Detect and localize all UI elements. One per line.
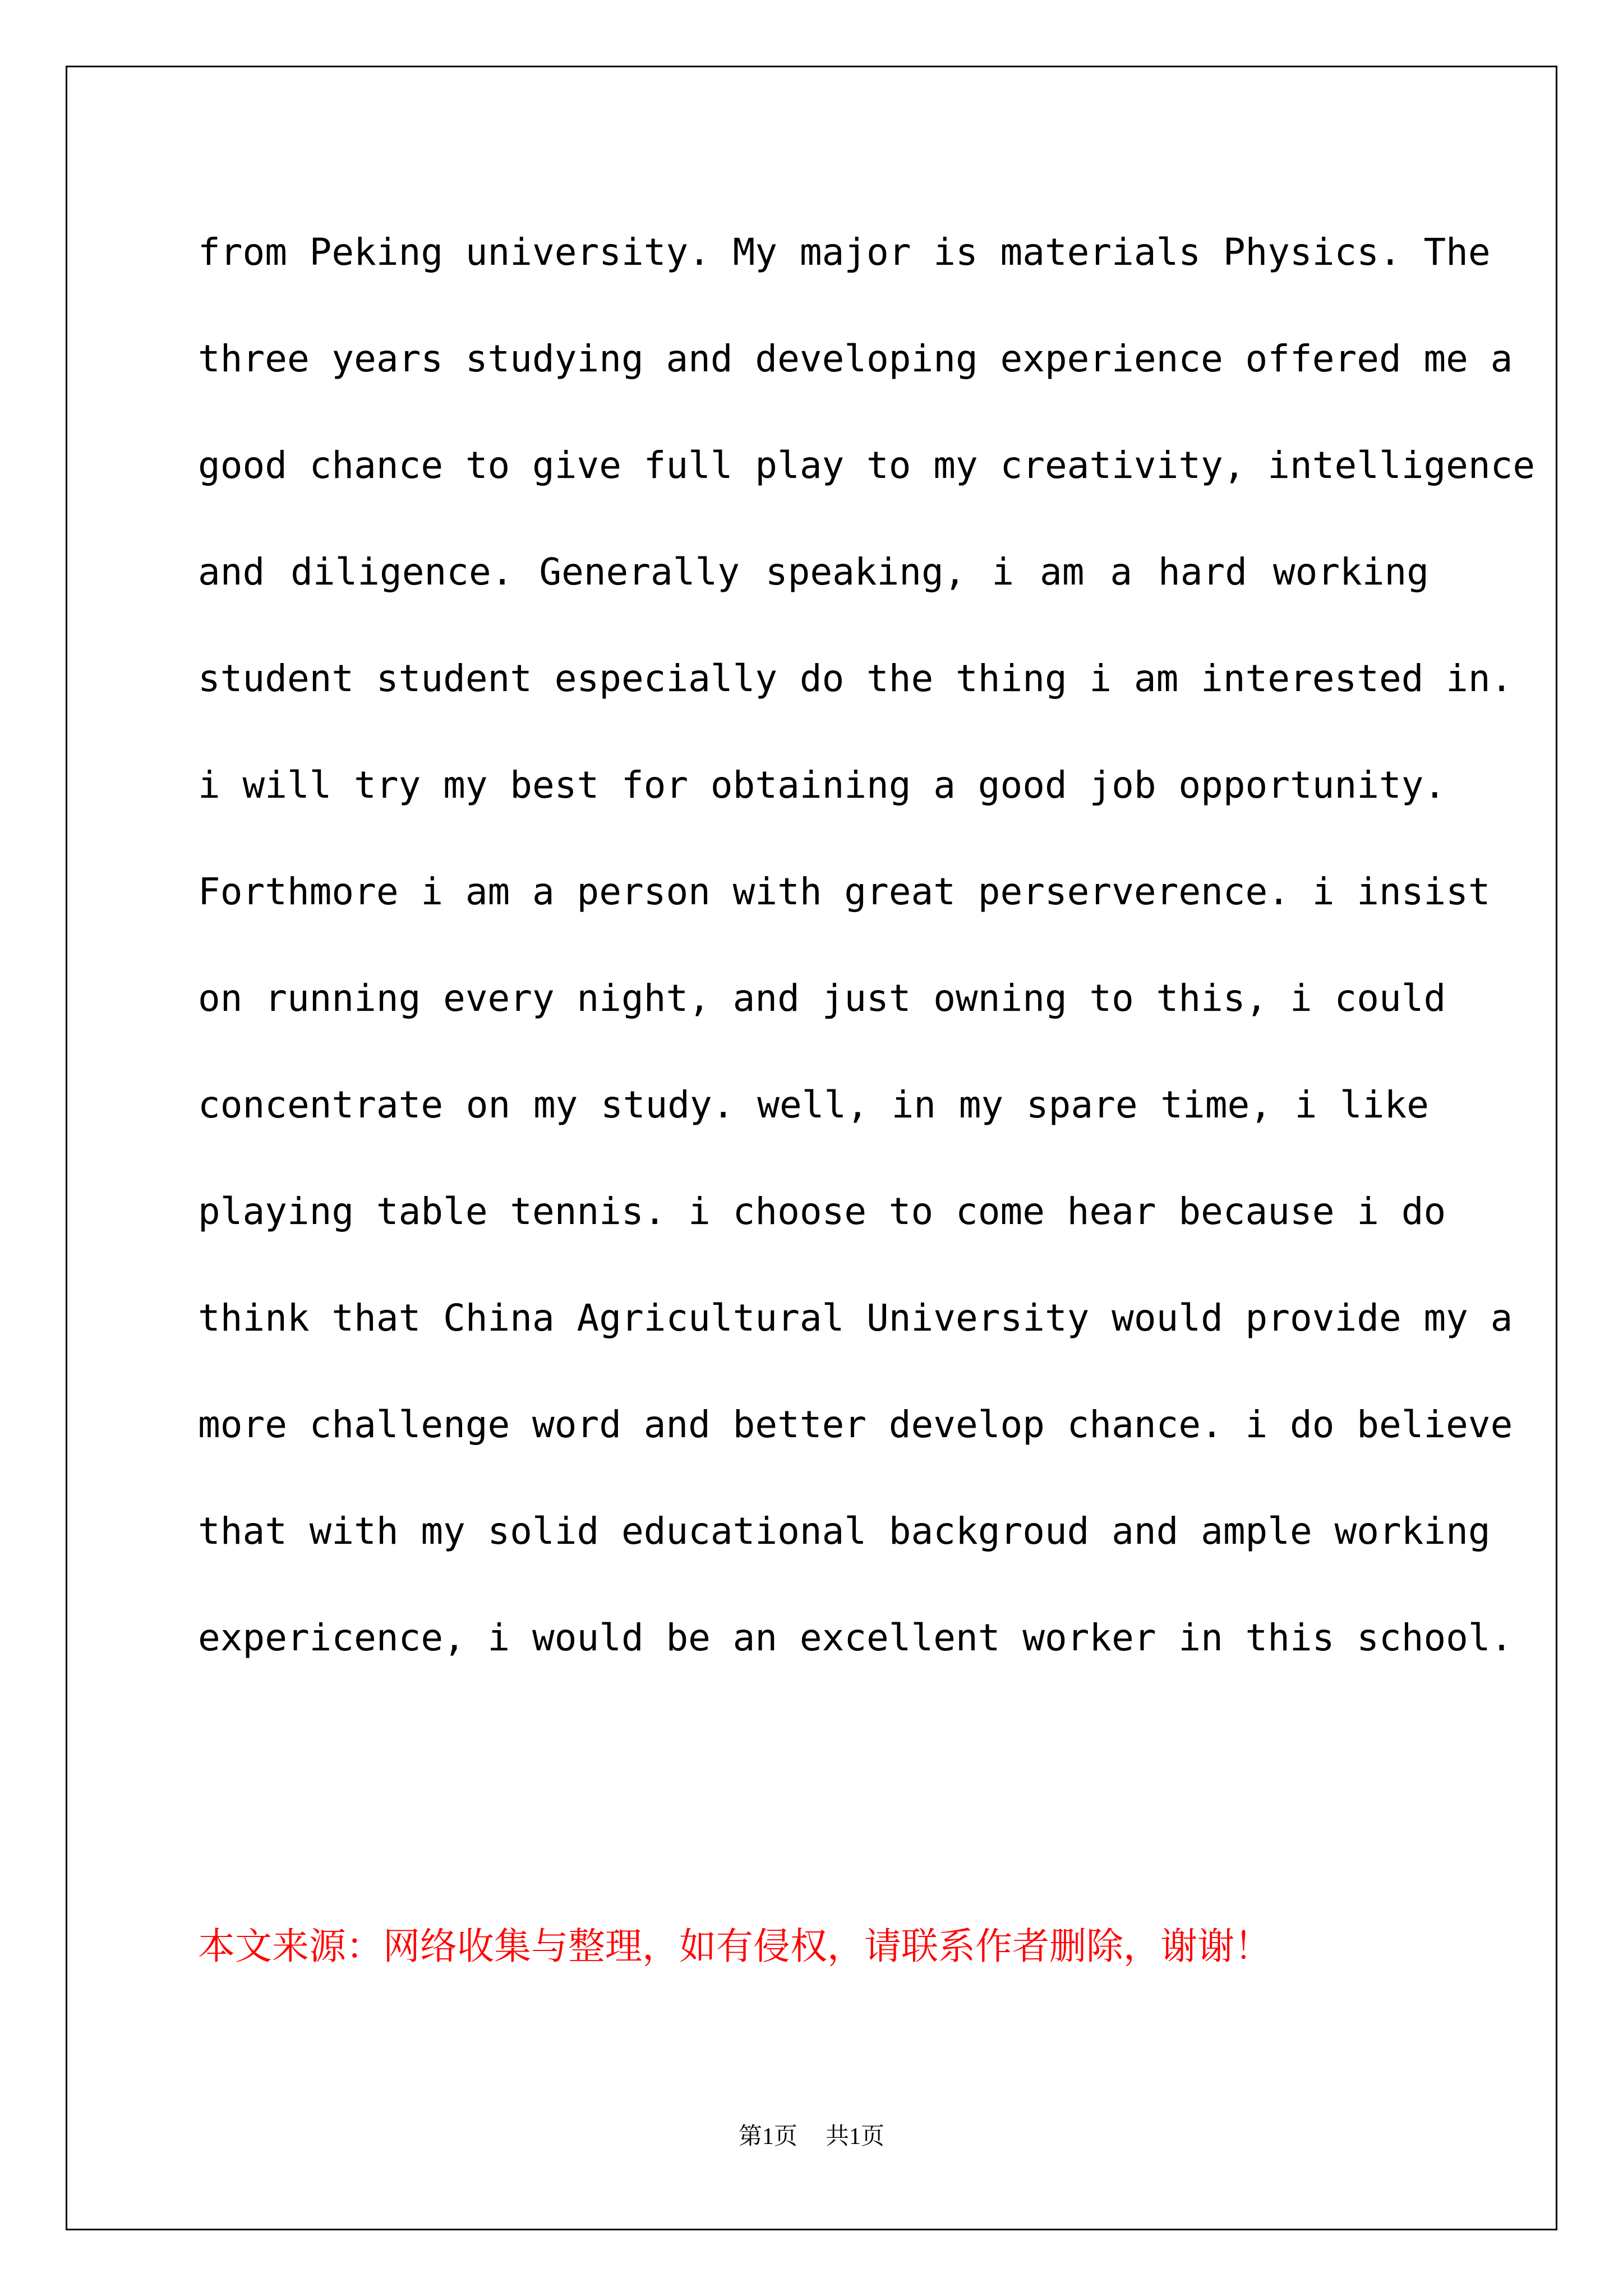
- body-line: three years studying and developing experience offered me a: [198, 337, 1513, 380]
- body-line: more challenge word and better develop chance. i do believe: [198, 1403, 1513, 1446]
- body-line: Forthmore i am a person with great perserverence. i insist: [198, 870, 1491, 913]
- document-body: [198, 224, 1536, 1717]
- page-number: 第1页: [738, 2124, 797, 2150]
- source-notice: 本文来源：网络收集与整理，如有侵权，请联系作者删除，谢谢！: [198, 1925, 1271, 1968]
- page-footer: [0, 2118, 1623, 2151]
- body-line: on running every night, and just owning to this, i could: [198, 977, 1446, 1020]
- page-total: 共1页: [826, 2124, 885, 2150]
- body-line: and diligence. Generally speaking, i am a hard working: [198, 550, 1429, 593]
- body-line: good chance to give full play to my creativity, intelligence: [198, 444, 1536, 487]
- body-line: that with my solid educational backgroud and ample working: [198, 1510, 1491, 1553]
- body-line: concentrate on my study. well, in my spare time, i like: [198, 1083, 1429, 1126]
- body-line: student student especially do the thing i am interested in.: [198, 657, 1513, 700]
- body-line: think that China Agricultural University would provide my a: [198, 1296, 1513, 1340]
- body-line: i will try my best for obtaining a good job opportunity.: [198, 763, 1446, 807]
- body-line: from Peking university. My major is materials Physics. The: [198, 231, 1491, 274]
- body-line: expericence, i would be an excellent worker in this school.: [198, 1616, 1513, 1659]
- body-line: playing table tennis. i choose to come hear because i do: [198, 1190, 1446, 1233]
